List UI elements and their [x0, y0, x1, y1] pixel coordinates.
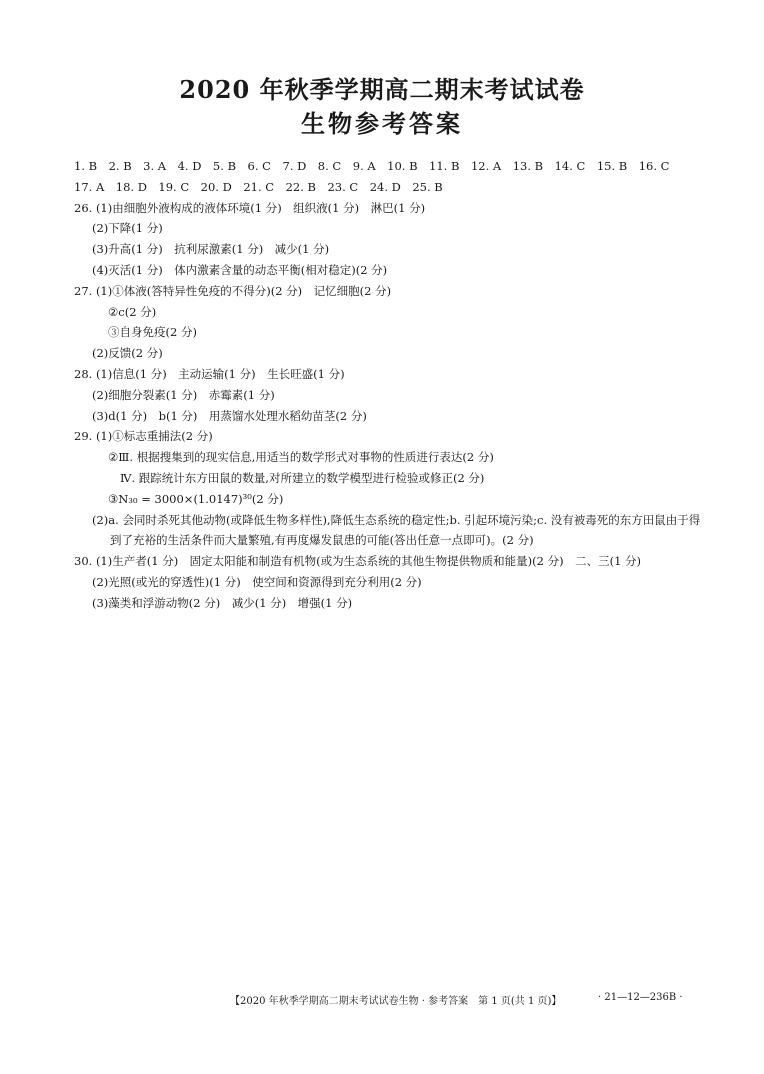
page-title: 2020 年秋季学期高二期末考试试卷 [179, 75, 585, 104]
page-subtitle: 生物参考答案 [301, 109, 463, 138]
q26-part4: (4)灭活(1 分) 体内激素含量的动态平衡(相对稳定)(2 分) [92, 262, 388, 277]
q28-part1: 28. (1)信息(1 分) 主动运输(1 分) 生长旺盛(1 分) [74, 366, 345, 381]
footer-code: · 21—12—236B · [598, 992, 683, 1003]
q28-part3: (3)d(1 分) b(1 分) 用蒸馏水处理水稻幼苗茎(2 分) [92, 408, 367, 423]
q27-part1: 27. (1)①体液(答特异性免疫的不得分)(2 分) 记忆细胞(2 分) [74, 283, 392, 298]
q27-part1-3: ③自身免疫(2 分) [108, 325, 197, 340]
q26-part2: (2)下降(1 分) [92, 221, 163, 236]
q27-part1-2: ②c(2 分) [108, 304, 157, 319]
q27-part2: (2)反馈(2 分) [92, 346, 163, 361]
answers-line-2: 17. A 18. D 19. C 20. D 21. C 22. B 23. C 24. D 25. B [74, 179, 443, 194]
q29-part1-3: ③N₃₀ = 3000×(1.0147)³⁰(2 分) [108, 491, 284, 506]
answers-line-1: 1. B 2. B 3. A 4. D 5. B 6. C 7. D 8. C 9. A 10. B 11. B 12. A 13. B 14. C 15. B 16. C [74, 159, 670, 173]
q30-part2: (2)光照(或光的穿透性)(1 分) 使空间和资源得到充分利用(2 分) [92, 574, 422, 589]
q28-part2: (2)细胞分裂素(1 分) 赤霉素(1 分) [92, 387, 275, 402]
q26-part1: 26. (1)由细胞外液构成的液体环境(1 分) 组织液(1 分) 淋巴(1 分) [74, 200, 426, 215]
q30-part3: (3)藻类和浮游动物(2 分) 减少(1 分) 增强(1 分) [92, 595, 353, 610]
q29-part2: (2)a. 会同时杀死其他动物(或降低生物多样性),降低生态系统的稳定性;b. 引起环境污染;c. 没有被毒死的东方田鼠由于得到了充裕的生活条件而大量繁殖,有再度爆发鼠患的可能(答出任意一点即可)。(2 分) [92, 512, 701, 548]
page-footer: 【2020 年秋季学期高二期末考试试卷生物 · 参考答案 第 1 页(共 1 页)】 [230, 996, 562, 1007]
q30-part1: 30. (1)生产者(1 分) 固定太阳能和制造有机物(或为生态系统的其他生物提供物质和能量)(2 分) 二、三(1 分) [74, 554, 642, 569]
q29-part1: 29. (1)①标志重捕法(2 分) [74, 429, 213, 444]
q29-part1-2b: Ⅳ. 跟踪统计东方田鼠的数量,对所建立的数学模型进行检验或修正(2 分) [120, 470, 485, 485]
q29-part1-2: ②Ⅲ. 根据搜集到的现实信息,用适当的数学形式对事物的性质进行表达(2 分) [108, 450, 494, 465]
q26-part3: (3)升高(1 分) 抗利尿激素(1 分) 减少(1 分) [92, 242, 330, 257]
answer-body [74, 156, 704, 614]
